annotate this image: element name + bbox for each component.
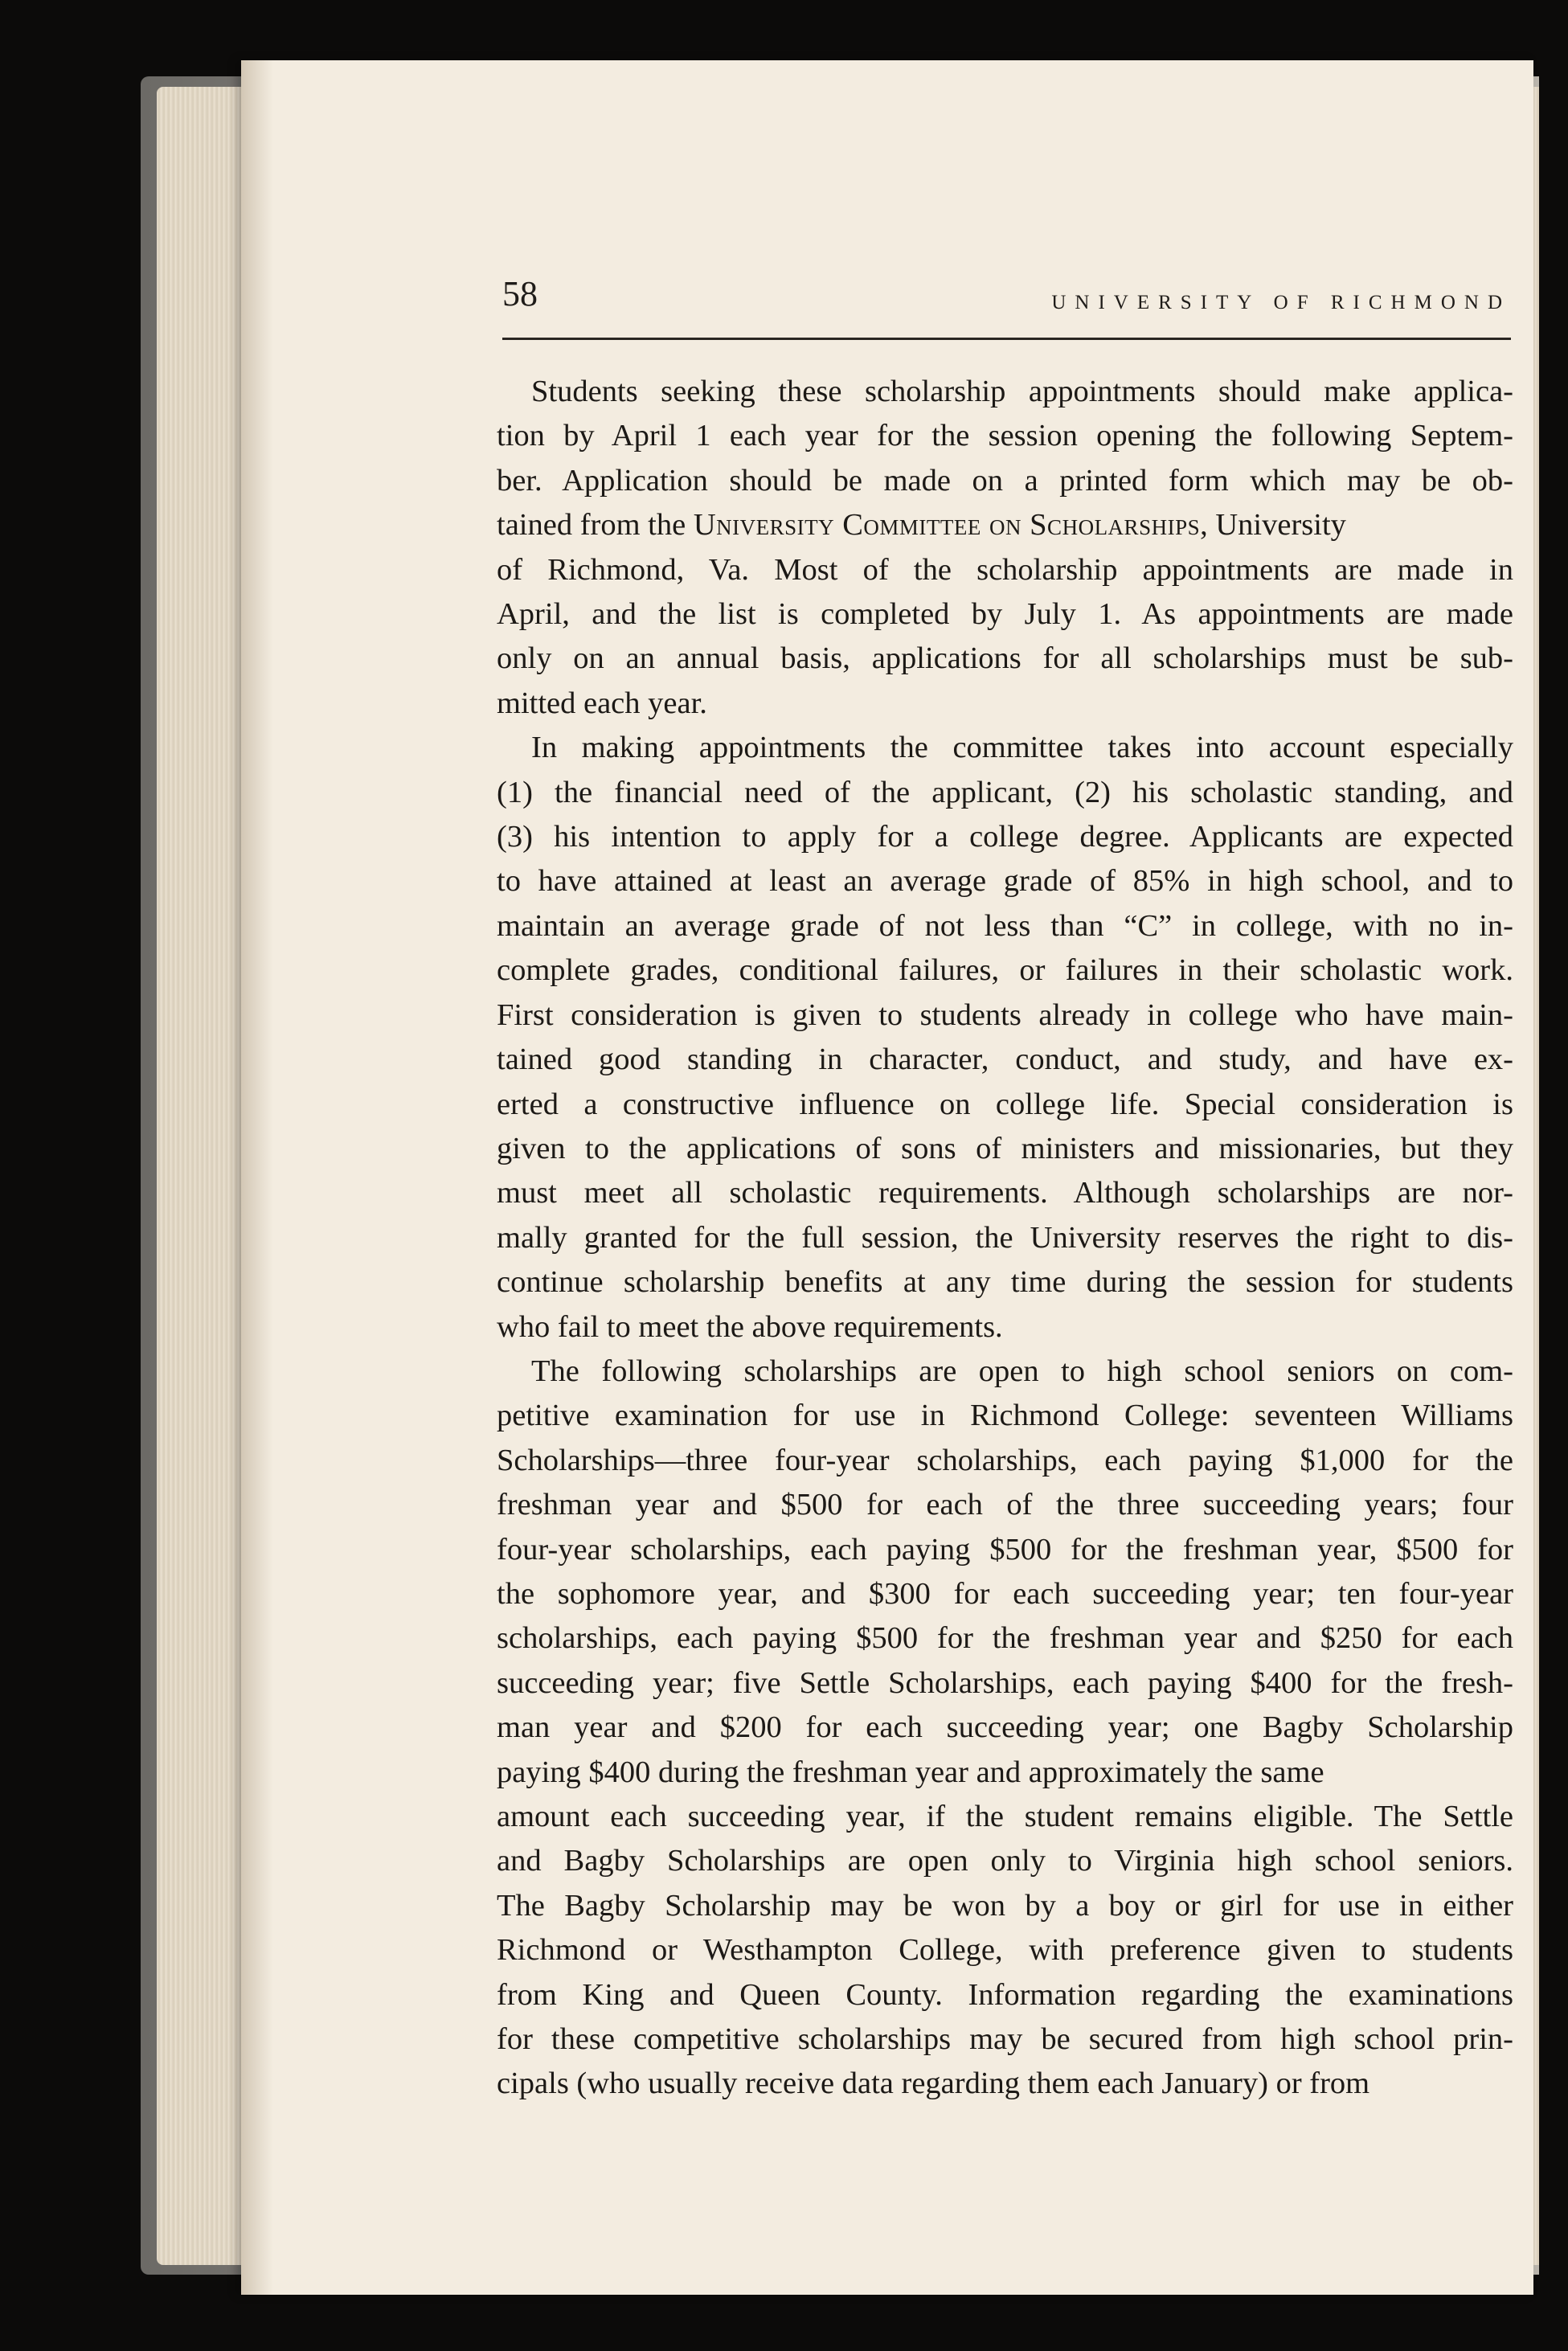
text-line: (3) his intention to apply for a college degree. Applicants are expected	[497, 820, 1513, 854]
text-line: petitive examination for use in Richmond College: seventeen Williams	[497, 1399, 1513, 1433]
text-line: the sophomore year, and $300 for each succeeding year; ten four-year	[497, 1576, 1513, 1611]
paragraph-competitive-scholarships	[497, 1350, 1513, 2107]
text-line: from King and Queen County. Information regarding the examinations	[497, 1977, 1513, 2012]
text-line: April, and the list is completed by July 1. As appointments are made	[497, 597, 1513, 632]
text-line: mally granted for the full session, the University reserves the right to dis-	[497, 1220, 1513, 1255]
text-line: paying $400 during the freshman year and approximately the same	[497, 1755, 1324, 1789]
text-line: mitted each year.	[497, 686, 707, 720]
text-segment: , University	[1200, 508, 1346, 543]
body-text	[497, 370, 1513, 2107]
text-line: must meet all scholastic requirements. Although scholarships are nor-	[497, 1176, 1513, 1210]
text-line: of Richmond, Va. Most of the scholarship appointments are made in	[497, 552, 1513, 587]
text-line: maintain an average grade of not less than “C” in college, with no in-	[497, 908, 1513, 943]
text-line: continue scholarship benefits at any time during the session for students	[497, 1265, 1513, 1300]
committee-name: University Committee on Scholarships	[693, 508, 1201, 543]
text-line: (1) the financial need of the applicant, (2) his scholastic standing, and	[497, 775, 1513, 809]
text-line: who fail to meet the above requirements.	[497, 1309, 1003, 1344]
page-gutter-shadow	[241, 60, 273, 2295]
text-line: tained good standing in character, conduct, and study, and have ex-	[497, 1042, 1513, 1077]
text-line: to have attained at least an average grade of 85% in high school, and to	[497, 864, 1513, 899]
text-line: amount each succeeding year, if the student remains eligible. The Settle	[497, 1800, 1513, 1833]
text-line: cipals (who usually receive data regarding them each January) or from	[497, 2066, 1370, 2101]
text-line: man year and $200 for each succeeding year; one Bagby Scholarship	[497, 1710, 1513, 1745]
text-line: scholarships, each paying $500 for the freshman year and $250 for each	[497, 1621, 1513, 1656]
text-line: tion by April 1 each year for the session opening the following Septem-	[497, 419, 1513, 453]
text-line: Scholarships—three four-year scholarships, each paying $1,000 for the	[497, 1443, 1513, 1477]
text-line: The following scholarships are open to high school seniors on com-	[531, 1354, 1513, 1388]
paragraph-application	[497, 370, 1513, 726]
paragraph-criteria	[497, 726, 1513, 1350]
text-line: and Bagby Scholarships are open only to Virginia high school seniors.	[497, 1844, 1513, 1878]
text-line	[497, 503, 1513, 547]
running-header	[502, 273, 1511, 340]
text-line: Richmond or Westhampton College, with preference given to students	[497, 1933, 1513, 1968]
text-line: complete grades, conditional failures, or failures in their scholastic work.	[497, 953, 1513, 988]
text-line: Students seeking these scholarship appointments should make applica-	[531, 375, 1513, 408]
text-line: given to the applications of sons of ministers and missionaries, but they	[497, 1131, 1513, 1165]
text-line: only on an annual basis, applications for all scholarships must be sub-	[497, 641, 1513, 676]
text-line: First consideration is given to students already in college who have main-	[497, 997, 1513, 1032]
text-segment: tained from the	[497, 508, 694, 543]
page-number: 58	[502, 274, 538, 313]
text-line: freshman year and $500 for each of the three succeeding years; four	[497, 1488, 1513, 1522]
running-head-title: UNIVERSITY OF RICHMOND	[1051, 292, 1511, 313]
text-line: erted a constructive influence on college life. Special consideration is	[497, 1087, 1513, 1121]
text-line: four-year scholarships, each paying $500 for the freshman year, $500 for	[497, 1532, 1513, 1567]
text-line: for these competitive scholarships may be secured from high school prin-	[497, 2022, 1513, 2057]
text-line: In making appointments the committee takes into account especially	[531, 731, 1513, 765]
text-line: ber. Application should be made on a printed form which may be ob-	[497, 463, 1513, 498]
text-line: succeeding year; five Settle Scholarships, each paying $400 for the fresh-	[497, 1665, 1513, 1700]
text-line: The Bagby Scholarship may be won by a boy or girl for use in either	[497, 1888, 1513, 1923]
